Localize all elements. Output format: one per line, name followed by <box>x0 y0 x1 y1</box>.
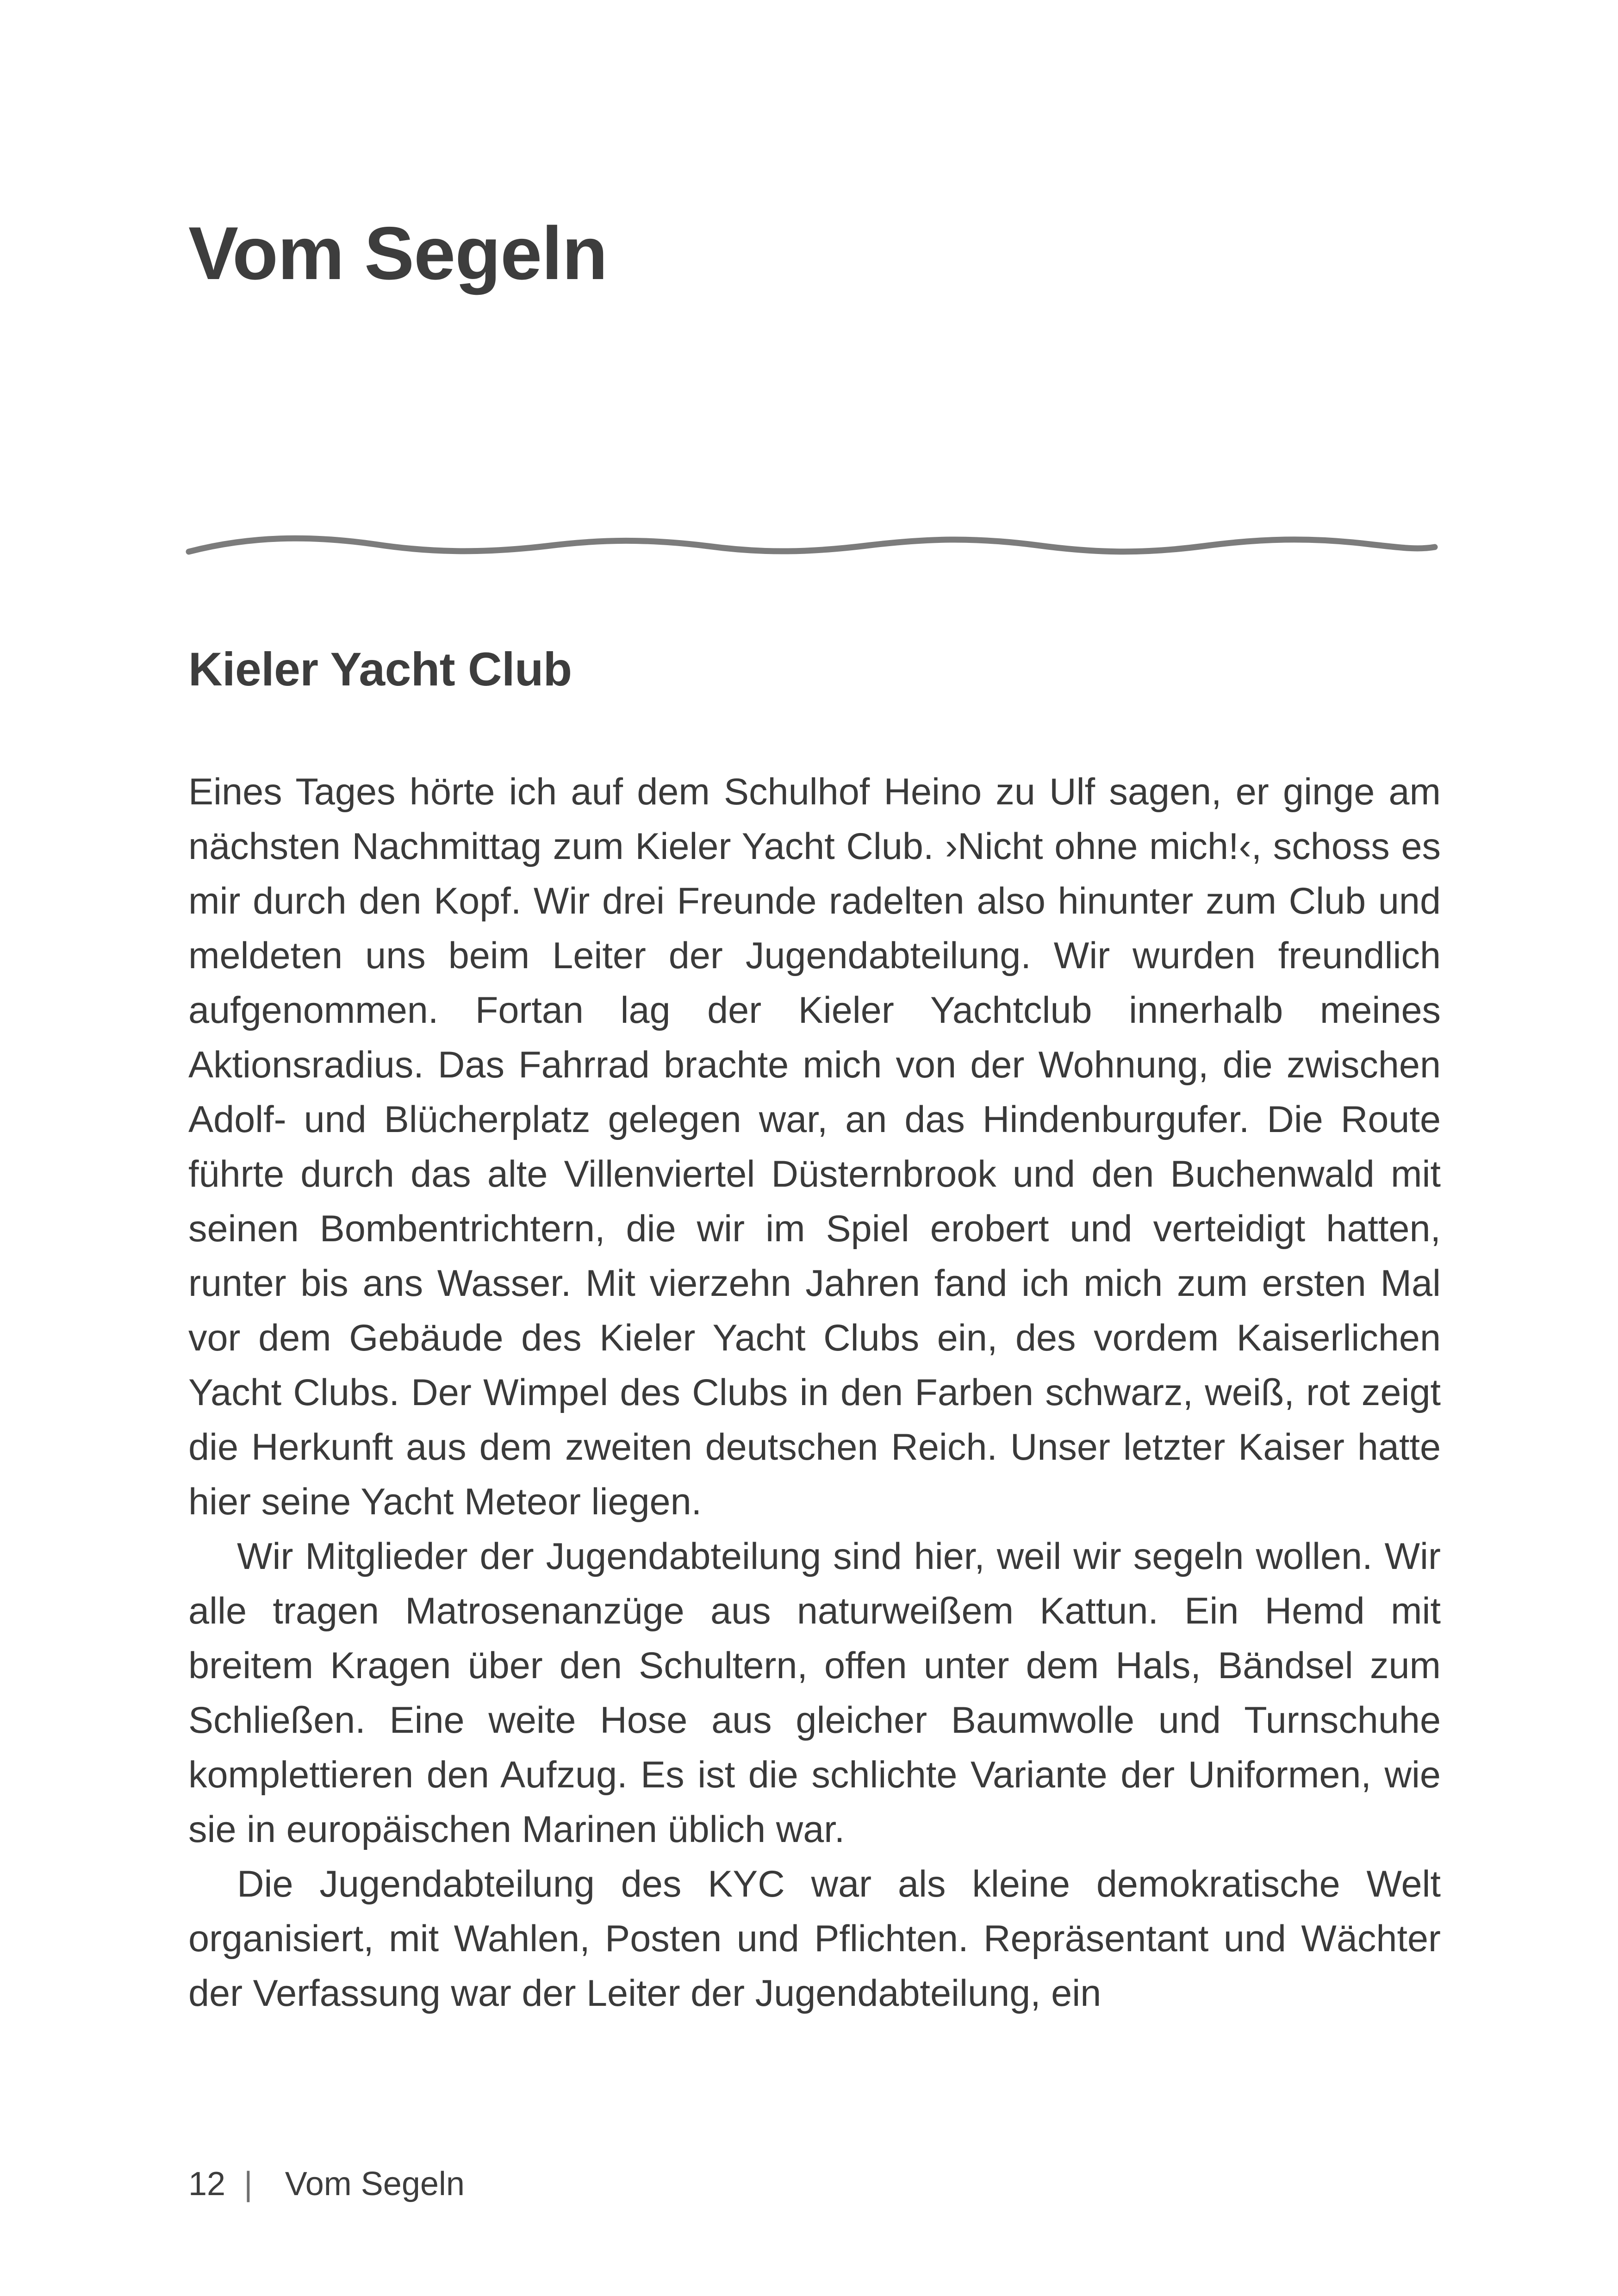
page-footer <box>188 2165 465 2203</box>
paragraph-1: Eines Tages hörte ich auf dem Schulhof Heino zu Ulf sagen, er ginge am nächsten Nachmittag zum Kieler Yacht Club. ›Nicht ohne mich!‹, schoss es mir durch den Kopf. Wir drei Freunde radelten also hinunter zum Club und meldeten uns beim Leiter der Jugendabteilung. Wir wurden freundlich aufgenommen. Fortan lag der Kieler Yachtclub innerhalb meines Aktionsradius. Das Fahrrad brachte mich von der Wohnung, die zwischen Adolf- und Blücherplatz gelegen war, an das Hindenburgufer. Die Route führte durch das alte Villenviertel Düsternbrook und den Buchenwald mit seinen Bombentrichtern, die wir im Spiel erobert und verteidigt hatten, runter bis ans Wasser. Mit vierzehn Jahren fand ich mich zum ersten Mal vor dem Gebäude des Kieler Yacht Clubs ein, des vordem Kaiserlichen Yacht Clubs. Der Wimpel des Clubs in den Farben schwarz, weiß, rot zeigt die Herkunft aus dem zweiten deutschen Reich. Unser letzter Kaiser hatte hier seine Yacht Meteor liegen. <box>188 771 1441 1523</box>
chapter-title: Vom Segeln <box>188 212 608 295</box>
page-number: 12 <box>188 2165 226 2203</box>
section-heading: Kieler Yacht Club <box>188 643 572 696</box>
paragraph-3: Die Jugendabteilung des KYC war als kleine demokratische Welt organisiert, mit Wahlen, Posten und Pflichten. Repräsentant und Wächter der Verfassung war der Leiter der Jugendabteilung, ein <box>188 1863 1441 2014</box>
footer-separator: | <box>244 2165 253 2203</box>
paragraph-2: Wir Mitglieder der Jugendabteilung sind hier, weil wir segeln wollen. Wir alle tragen Matrosenanzüge aus naturweißem Kattun. Ein Hemd mit breitem Kragen über den Schultern, offen unter dem Hals, Bändsel zum Schließen. Eine weite Hose aus gleicher Baumwolle und Turnschuhe komplettieren den Aufzug. Es ist die schlichte Variante der Uniformen, wie sie in europäischen Marinen üblich war. <box>188 1536 1441 1850</box>
body-text <box>188 765 1441 2021</box>
wavy-divider <box>185 528 1439 569</box>
wavy-divider-line <box>185 528 1439 569</box>
footer-chapter-label: Vom Segeln <box>285 2165 465 2203</box>
